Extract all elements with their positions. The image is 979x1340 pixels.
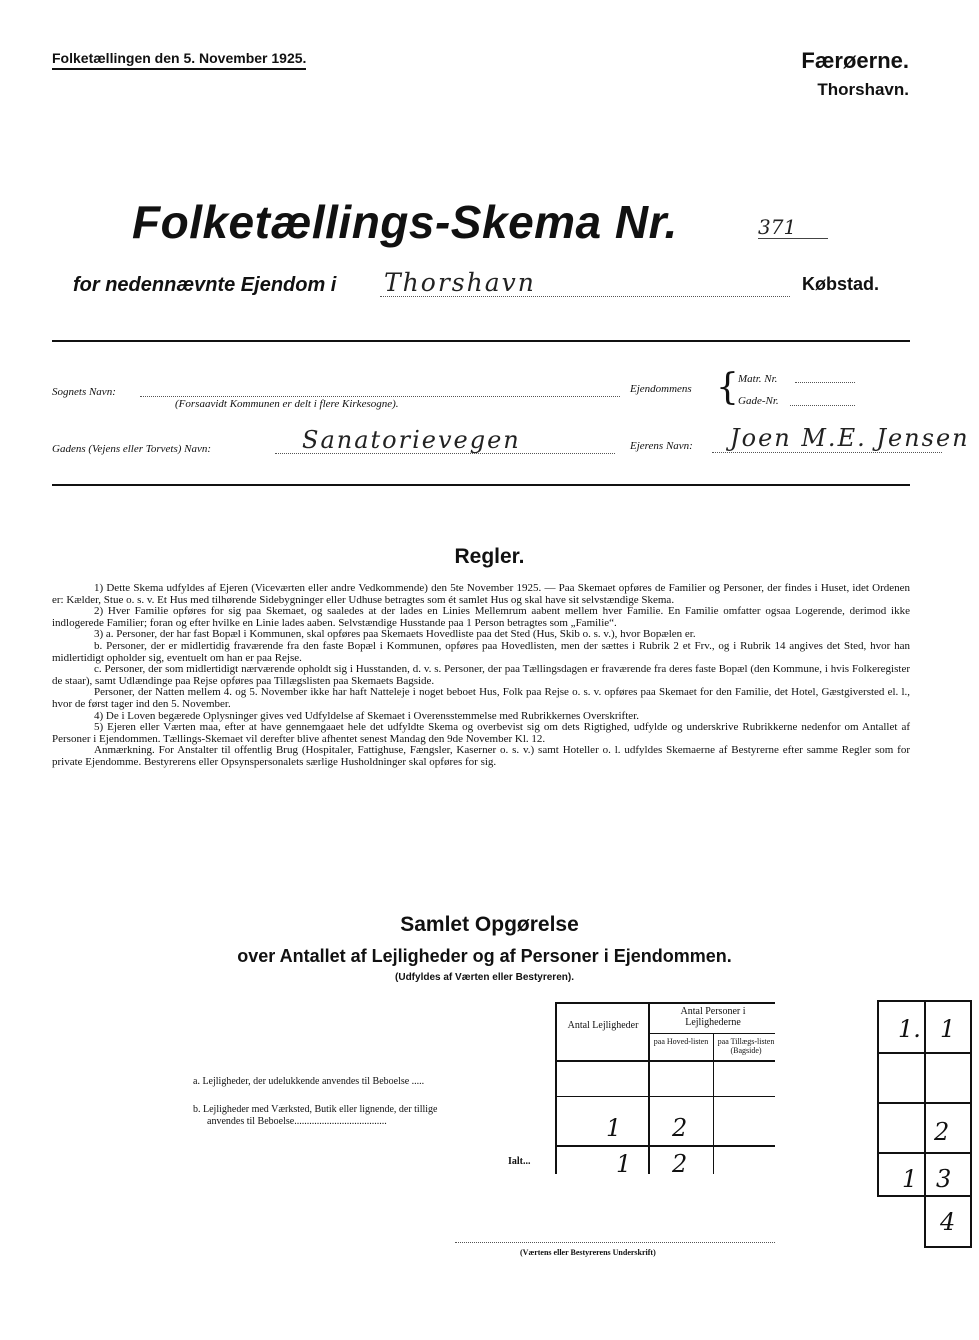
total-hoved-value: 2 xyxy=(672,1150,688,1178)
signature-label: (Værtens eller Bestyrerens Underskrift) xyxy=(520,1248,656,1257)
street-nr-label: Gade-Nr. xyxy=(738,395,779,407)
tally-rule-6 xyxy=(924,1246,972,1248)
street-dotline xyxy=(275,453,615,454)
signature-dotline xyxy=(455,1242,775,1243)
divider-middle xyxy=(52,484,910,486)
row-b-hoved-value: 2 xyxy=(672,1114,688,1142)
table-row-rule-1 xyxy=(555,1096,775,1097)
row-a-label: a. Lejligheder, der udelukkende anvendes til Beboelse ..... xyxy=(193,1076,425,1087)
col-tillaeg: paa Tillægs-listen (Bagside) xyxy=(717,1037,775,1055)
tally-mid-rule xyxy=(924,1000,926,1248)
rule-2: 2) Hver Familie opføres for sig paa Skemaet, og saaledes at der lades en Linies Mellemrum aabent mellem hver Familie. En Familie omfatter ogsaa Logerende, derimod ikke indlogerede Familier; foran og efter hvilke en Linie lades aaben. Selvstændige Husstande paa 1 Person betragtes som „Familie“. xyxy=(52,605,910,629)
table-subheader-rule xyxy=(650,1033,775,1034)
row-total-label: Ialt... xyxy=(508,1156,531,1167)
parish-note: (Forsaavidt Kommunen er delt i flere Kirkesogne). xyxy=(175,398,399,410)
form-number-handwritten: 371 xyxy=(758,215,797,239)
tally-rule-5 xyxy=(877,1195,972,1197)
tally-rule-4 xyxy=(877,1152,972,1154)
street-nr-dotline xyxy=(790,405,855,406)
owner-handwritten: Joen M.E. Jensen xyxy=(730,424,970,452)
tally-right-rule xyxy=(970,1000,972,1248)
place-dotline xyxy=(380,296,790,297)
row-b-lejligheder-value: 1 xyxy=(606,1114,622,1142)
summary-title: Samlet Opgørelse xyxy=(400,913,579,936)
col-lejligheder: Antal Lejligheder xyxy=(567,1020,639,1031)
summary-note: (Udfyldes af Værten eller Bestyreren). xyxy=(395,972,574,983)
tally-r3c2: 2 xyxy=(934,1118,950,1146)
summary-subtitle: over Antallet af Lejligheder og af Personer i Ejendommen. xyxy=(237,946,732,966)
tally-rule-3 xyxy=(877,1102,972,1104)
col-hoved: paa Hoved-listen xyxy=(653,1037,709,1046)
owner-dotline xyxy=(712,452,942,453)
place-handwritten: Thorshavn xyxy=(384,268,536,297)
table-col-rule-2 xyxy=(713,1033,714,1174)
census-date-line: Folketællingen den 5. November 1925. xyxy=(52,50,306,70)
tally-r5c2: 4 xyxy=(940,1208,956,1236)
form-number-underline xyxy=(758,238,828,239)
total-lejligheder-value: 1 xyxy=(616,1150,632,1178)
property-for-line: for nedennævnte Ejendom i xyxy=(73,274,337,296)
rules-title: Regler. xyxy=(454,545,525,568)
street-label: Gadens (Vejens eller Torvets) Navn: xyxy=(52,443,212,455)
rule-note: Anmærkning. For Anstalter til offentlig Brug (Hospitaler, Fattighuse, Fængsler, Kaserner o. s. v.) samt Hoteller o. l. udfyldes Skemaerne af Bestyrerne efter samme Regler som for private Ejendomme. Bestyrerens eller Opsynspersonalets særlige Husholdninger skal opføres for sig. xyxy=(52,744,910,768)
matr-dotline xyxy=(795,382,855,383)
region-label: Færøerne. xyxy=(801,48,909,73)
property-label: Ejendommens xyxy=(630,383,692,395)
rule-3b: b. Personer, der er midlertidig fraværende fra den faste Bopæl i Kommunen, opføres paa Hovedlisten, men der sættes i Rubrik 2 et Frv., og i Rubrik 14 angives det Sted, hvor han midlertidigt opholder sig, eventuelt om han er paa Rejse. xyxy=(52,639,910,664)
rule-3d: Personer, der Natten mellem 4. og 5. November ikke har haft Natteleje i noget beboet Hus, Folk paa Rejse o. s. v. opføres paa Skemaet for den Familie, det Hotel, Gæstgiversted el. l., hvor de først tager ind den 5. November. xyxy=(52,686,910,710)
divider-top xyxy=(52,340,910,342)
table-col-rule-1 xyxy=(648,1002,650,1174)
tally-r1c1: 1. xyxy=(898,1015,921,1043)
row-b-label-1: b. Lejligheder med Værksted, Butik eller lignende, der tillige xyxy=(193,1104,438,1115)
street-handwritten: Sanatorievegen xyxy=(302,426,521,454)
rule-3c: c. Personer, der som midlertidigt nærværende opholdt sig i Husstanden, d. v. s. Personer, der paa Tællingsdagen er fraværende fra deres faste Bopæl (den Kommune, i hvis Folkeregister de staar), samt Udlændinge paa Rejse opføres paa Tillægslisten paa Skemaets Bagside. xyxy=(52,663,910,687)
brace-symbol: { xyxy=(716,367,739,408)
town-type-label: Købstad. xyxy=(802,274,880,294)
rule-1: 1) Dette Skema udfyldes af Ejeren (Viceværten eller andre Vedkommende) den 5te November 1925. — Paa Skemaet opføres de Familier og Personer, der findes i Huset, idet Ordenen er: Kælder, Stue o. s. v. Et Hus med tilhørende Sidebygninger eller Udhuse betragtes som ét samlet Hus og skal have sit selvstændige Skema. xyxy=(52,582,910,606)
owner-label: Ejerens Navn: xyxy=(630,440,693,452)
rule-5: 5) Ejeren eller Værten maa, efter at have gennemgaaet hele det udfyldte Skema og overbevist sig om dets Rigtighed, udfylde og underskrive Rubrikkerne nedenfor om Antallet af Personer i Ejendommen. Tællings-Skemaet vil derefter blive afhentet senest Mandag den 9de November Kl. 12. xyxy=(52,721,910,745)
tally-left-rule xyxy=(877,1000,879,1196)
rule-4: 4) De i Loven begærede Oplysninger gives ved Udfyldelse af Skemaet i Overensstemmelse med Rubrikkernes Overskrifter. xyxy=(94,709,639,722)
table-left-rule xyxy=(555,1002,557,1174)
matr-label: Matr. Nr. xyxy=(738,373,778,385)
town-label: Thorshavn. xyxy=(817,80,909,99)
table-top-rule xyxy=(555,1002,775,1004)
rules-text xyxy=(52,583,910,769)
form-title: Folketællings-Skema Nr. xyxy=(132,196,678,248)
tally-rule-1 xyxy=(877,1000,972,1002)
tally-r1c2: 1 xyxy=(940,1015,956,1043)
parish-dotline xyxy=(140,396,620,397)
table-header-rule xyxy=(555,1060,775,1062)
rule-3a: 3) a. Personer, der har fast Bopæl i Kommunen, skal opføres paa Skemaets Hovedliste paa det Sted (Hus, Skib o. s. v.), hvor Bopælen er. xyxy=(94,628,696,641)
tally-rule-2 xyxy=(877,1052,972,1054)
parish-label: Sognets Navn: xyxy=(52,386,116,398)
table-row-rule-2 xyxy=(555,1145,775,1147)
tally-r4c2: 3 xyxy=(936,1165,952,1193)
row-b-label-2: anvendes til Beboelse..................................... xyxy=(207,1116,387,1127)
col-personer: Antal Personer i Lejlighederne xyxy=(680,1006,746,1028)
tally-r4c1: 1 xyxy=(902,1165,918,1193)
